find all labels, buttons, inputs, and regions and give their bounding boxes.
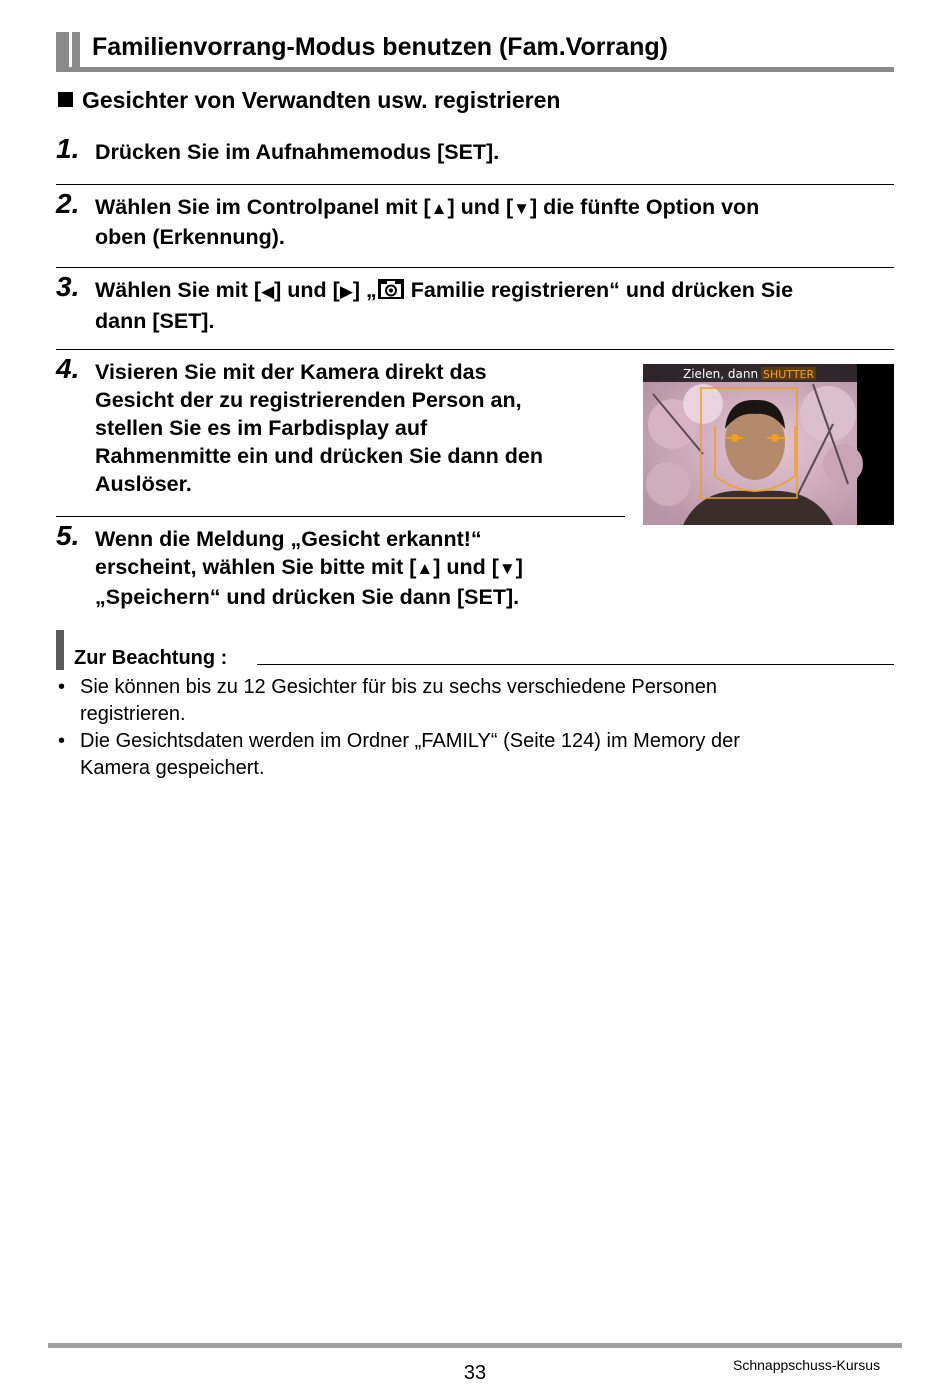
footer-section: Schnappschuss-Kursus xyxy=(733,1357,881,1373)
note-title: Zur Beachtung : xyxy=(74,647,228,669)
step-number-4: 4. xyxy=(56,353,80,384)
step-5-line-1: Wenn die Meldung „Gesicht erkannt!“ xyxy=(95,527,482,551)
up-arrow-icon: ▲ xyxy=(416,559,434,578)
camera-display-photo xyxy=(643,364,894,525)
step-2-text-a: Wählen Sie im Controlpanel mit [ xyxy=(95,195,431,219)
page-title: Familienvorrang-Modus benutzen (Fam.Vorrang) xyxy=(92,33,668,61)
step-text-2 xyxy=(95,193,759,251)
step-2-line-2: oben (Erkennung). xyxy=(95,225,285,249)
note-bullet xyxy=(0,674,950,728)
step-divider xyxy=(56,349,894,350)
title-bar-block xyxy=(56,32,69,72)
camera-preview-image xyxy=(643,364,894,525)
photo-caption-shutter: SHUTTER xyxy=(763,368,815,381)
step-3-text-a: Wählen Sie mit [ xyxy=(95,278,262,302)
step-5-text-a: erscheint, wählen Sie bitte mit [ xyxy=(95,555,417,579)
step-5-text-b: ] und [ xyxy=(433,555,499,579)
step-4-line: Auslöser. xyxy=(95,472,192,496)
step-4-line: Visieren Sie mit der Kamera direkt das xyxy=(95,360,487,384)
step-4-line: Rahmenmitte ein und drücken Sie dann den xyxy=(95,444,543,468)
note-marker xyxy=(56,630,64,670)
bullet-icon: • xyxy=(58,730,66,752)
step-2-text-b: ] und [ xyxy=(447,195,514,219)
note-bullet-text xyxy=(80,674,880,728)
note-bullet-line: Sie können bis zu 12 Gesichter für bis zu sechs verschiedene Personen xyxy=(80,676,718,698)
step-divider xyxy=(56,267,894,268)
down-arrow-icon: ▼ xyxy=(498,559,516,578)
footer-rule xyxy=(48,1343,902,1348)
step-2-text-c: ] die fünfte Option von xyxy=(530,195,760,219)
subheading xyxy=(58,87,560,114)
step-text-4 xyxy=(95,358,543,498)
title-underline xyxy=(56,67,894,72)
camera-family-icon xyxy=(377,278,405,307)
note-rule xyxy=(257,664,894,665)
note-bullet-line: Die Gesichtsdaten werden im Ordner „FAMILY“ (Seite 124) im Memory der xyxy=(80,730,740,752)
note-bullet xyxy=(0,728,950,782)
photo-caption-a: Zielen, dann xyxy=(683,367,759,381)
step-3-text-d: Familie registrieren“ und drücken Sie xyxy=(404,278,794,302)
step-divider xyxy=(56,516,625,517)
page-number: 33 xyxy=(463,1362,487,1384)
step-text-3 xyxy=(95,276,793,335)
right-arrow-icon: ▶ xyxy=(339,282,353,301)
step-number-3: 3. xyxy=(56,271,80,302)
step-3-text-c: ] „ xyxy=(352,278,377,302)
square-bullet-icon xyxy=(58,92,73,107)
step-divider xyxy=(56,184,894,185)
step-5-text-c: ] xyxy=(515,555,523,579)
step-3-text-b: ] und [ xyxy=(274,278,340,302)
step-number-5: 5. xyxy=(56,520,80,551)
step-text-5 xyxy=(95,525,523,611)
subheading-text: Gesichter von Verwandten usw. registrieren xyxy=(82,87,561,113)
note-bullet-text xyxy=(80,728,880,782)
bullet-icon: • xyxy=(58,676,66,698)
note-bullet-line: Kamera gespeichert. xyxy=(80,757,265,779)
step-text-1: Drücken Sie im Aufnahmemodus [SET]. xyxy=(95,140,500,164)
title-bar-stripe xyxy=(72,32,80,72)
step-number-1: 1. xyxy=(56,133,80,164)
down-arrow-icon: ▼ xyxy=(513,199,530,218)
up-arrow-icon: ▲ xyxy=(430,199,448,218)
step-5-line-3: „Speichern“ und drücken Sie dann [SET]. xyxy=(95,585,520,609)
left-arrow-icon: ◀ xyxy=(261,282,275,301)
step-number-2: 2. xyxy=(56,188,80,219)
step-4-line: Gesicht der zu registrierenden Person an, xyxy=(95,388,522,412)
step-3-line-2: dann [SET]. xyxy=(95,309,215,333)
note-bullet-line: registrieren. xyxy=(80,703,186,725)
step-4-line: stellen Sie es im Farbdisplay auf xyxy=(95,416,428,440)
